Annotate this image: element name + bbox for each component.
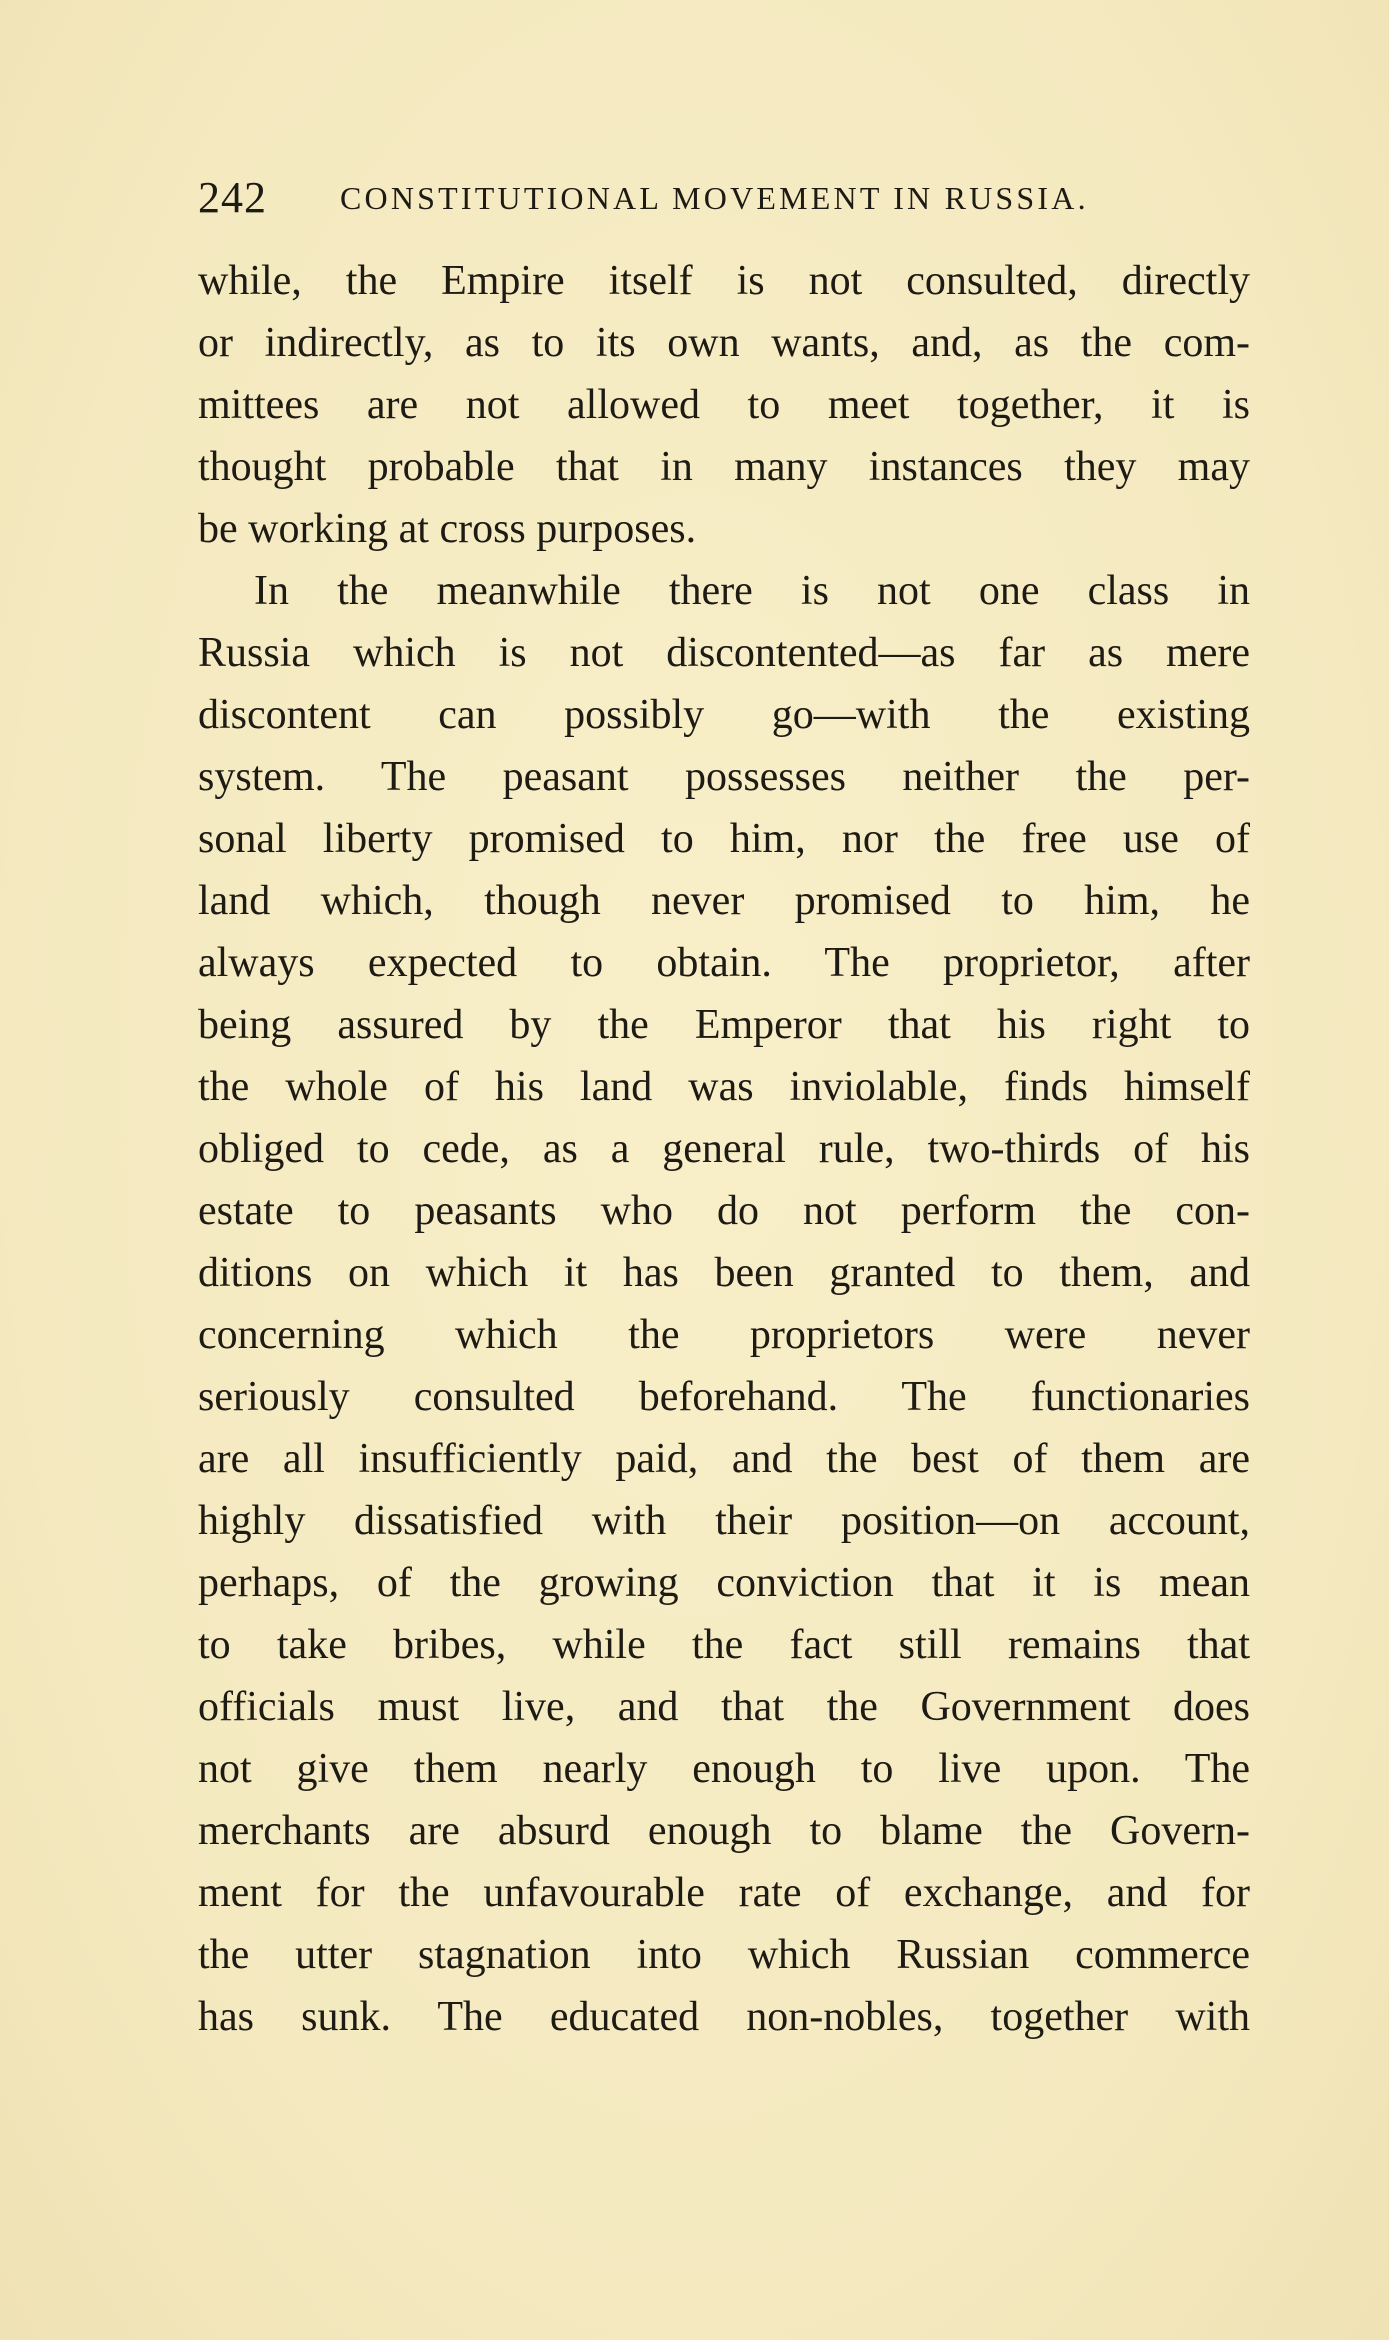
running-title: CONSTITUTIONAL MOVEMENT IN RUSSIA.	[340, 180, 1089, 216]
text-line: to take bribes, while the fact still remains that	[198, 1622, 1250, 1668]
text-line: seriously consulted beforehand. The functionaries	[198, 1374, 1250, 1420]
text-line: the utter stagnation into which Russian commerce	[198, 1932, 1250, 1978]
text-line: officials must live, and that the Government does	[198, 1684, 1250, 1730]
text-line: while, the Empire itself is not consulted, directly	[198, 258, 1250, 304]
text-line: obliged to cede, as a general rule, two-thirds of his	[198, 1126, 1250, 1172]
page-number: 242	[198, 173, 267, 222]
text-line: system. The peasant possesses neither the per-	[198, 754, 1250, 800]
text-line: estate to peasants who do not perform the con-	[198, 1188, 1250, 1234]
body-text	[198, 250, 1250, 2048]
text-line: or indirectly, as to its own wants, and, as the com-	[198, 320, 1250, 366]
text-line: always expected to obtain. The proprietor, after	[198, 940, 1250, 986]
paragraph-start-line: In the meanwhile there is not one class in	[254, 568, 1250, 614]
text-line: highly dissatisfied with their position—on account,	[198, 1498, 1250, 1544]
text-line: Russia which is not discontented—as far as mere	[198, 630, 1250, 676]
text-line: ment for the unfavourable rate of exchange, and for	[198, 1870, 1250, 1916]
text-line: are all insufficiently paid, and the best of them are	[198, 1436, 1250, 1482]
text-line: being assured by the Emperor that his right to	[198, 1002, 1250, 1048]
text-line: discontent can possibly go—with the existing	[198, 692, 1250, 738]
text-line: sonal liberty promised to him, nor the free use of	[198, 816, 1250, 862]
text-line: concerning which the proprietors were never	[198, 1312, 1250, 1358]
text-line: mittees are not allowed to meet together, it is	[198, 382, 1250, 428]
text-line: be working at cross purposes.	[198, 506, 697, 552]
text-line: perhaps, of the growing conviction that it is mean	[198, 1560, 1250, 1606]
text-line: the whole of his land was inviolable, finds himself	[198, 1064, 1250, 1110]
text-line: has sunk. The educated non-nobles, together with	[198, 1994, 1250, 2040]
text-line: not give them nearly enough to live upon. The	[198, 1746, 1250, 1792]
text-line: land which, though never promised to him, he	[198, 878, 1250, 924]
text-line: merchants are absurd enough to blame the Govern-	[198, 1808, 1250, 1854]
text-line: thought probable that in many instances they may	[198, 444, 1250, 490]
text-line: ditions on which it has been granted to them, and	[198, 1250, 1250, 1296]
running-head	[198, 172, 1198, 232]
